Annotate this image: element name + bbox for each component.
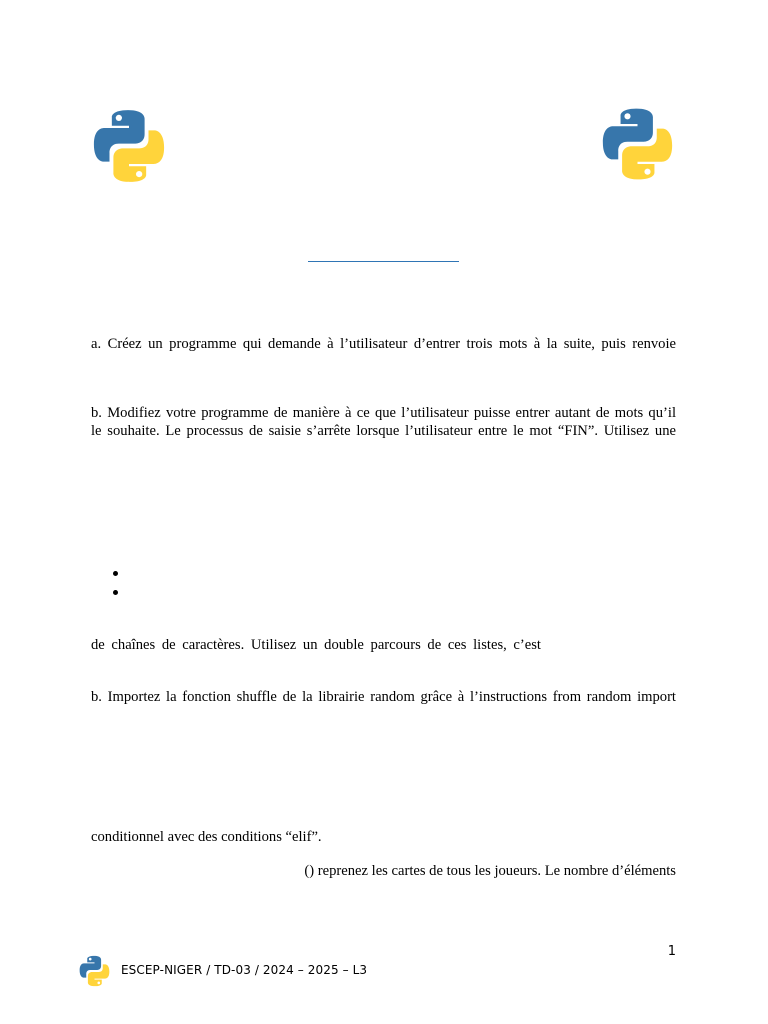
exercise-2b-text: b. Importez la fonction shuffle de la librairie random grâce à l’instructions from random import bbox=[91, 689, 676, 705]
python-logo-icon bbox=[78, 953, 111, 989]
page-number: 1 bbox=[667, 944, 676, 959]
exercise-3-cards-text: () reprenez les cartes de tous les joueurs. Le nombre d’éléments bbox=[304, 863, 676, 879]
python-logo-icon bbox=[90, 103, 168, 189]
title-underline bbox=[308, 261, 459, 262]
bullet-icon bbox=[113, 571, 118, 576]
footer-label: ESCEP-NIGER / TD-03 / 2024 – 2025 – L3 bbox=[121, 963, 368, 977]
exercise-1a-text: a. Créez un programme qui demande à l’utilisateur d’entrer trois mots à la suite, puis renvoie bbox=[91, 336, 676, 352]
exercise-3-conditional-text: conditionnel avec des conditions “elif”. bbox=[91, 829, 322, 845]
exercise-1b-line-1: b. Modifiez votre programme de manière à ce que l’utilisateur puisse entrer autant de mots qu’il bbox=[91, 405, 676, 421]
bullet-icon bbox=[113, 590, 118, 595]
python-logo-icon bbox=[599, 99, 676, 189]
exercise-2-fragment: de chaînes de caractères. Utilisez un double parcours de ces listes, c’est bbox=[91, 637, 541, 653]
exercise-1b-line-2: le souhaite. Le processus de saisie s’arrête lorsque l’utilisateur entre le mot “FIN”. Utilisez une bbox=[91, 423, 676, 439]
